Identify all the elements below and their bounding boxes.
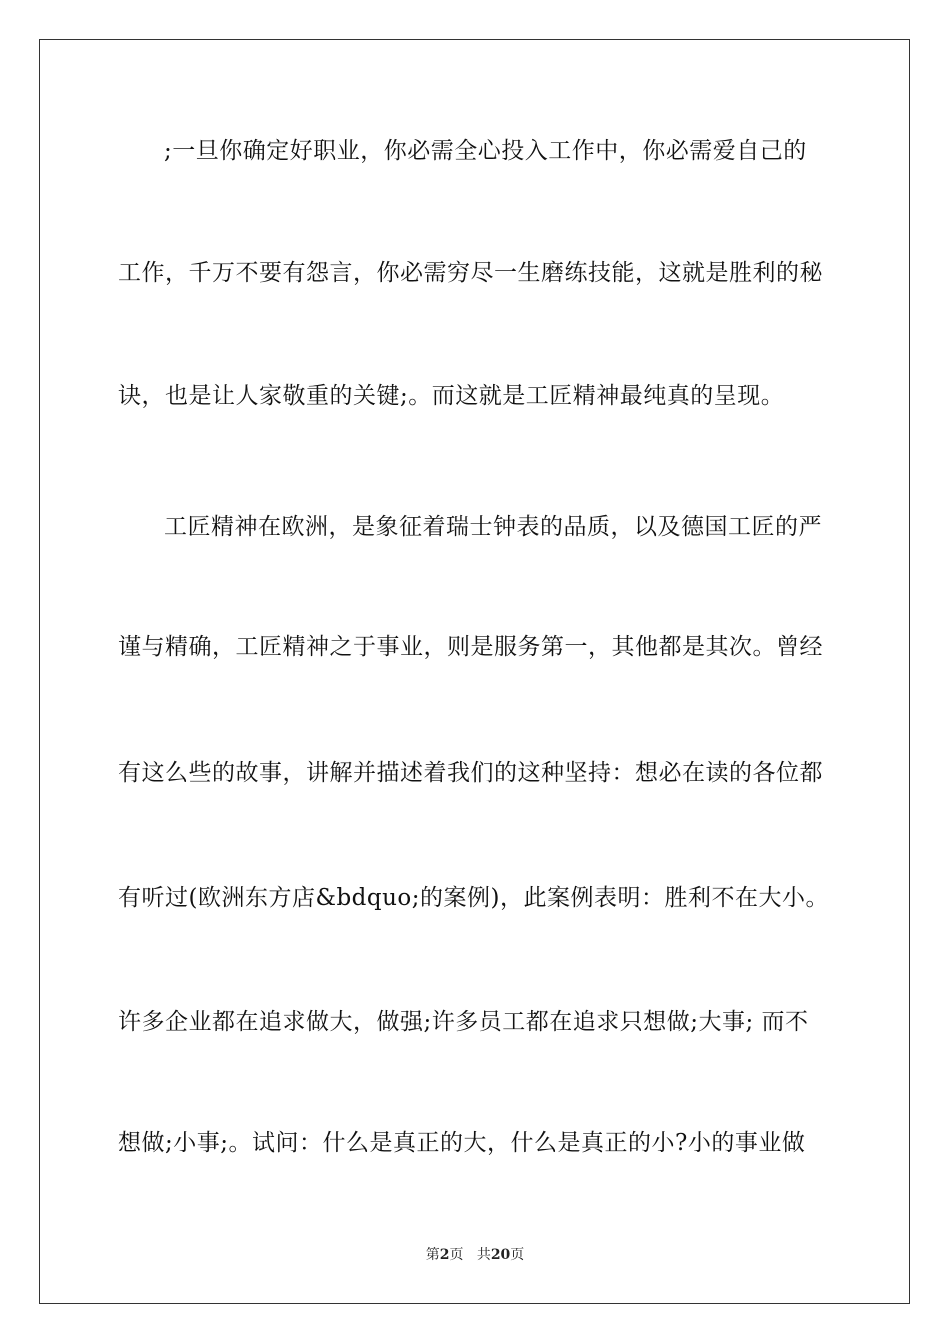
page-footer bbox=[0, 1245, 950, 1265]
page-prefix: 第 bbox=[425, 1247, 440, 1263]
text-line: 工作，千万不要有怨言，你必需穷尽一生磨练技能，这就是胜利的秘 bbox=[118, 260, 823, 286]
total-prefix: 共 bbox=[476, 1247, 491, 1263]
text-line: 许多企业都在追求做大，做强;许多员工都在追求只想做;大事; 而不 bbox=[118, 1009, 809, 1035]
total-suffix: 页 bbox=[510, 1247, 525, 1263]
text-line: 工匠精神在欧洲，是象征着瑞士钟表的品质，以及德国工匠的严 bbox=[164, 514, 822, 540]
text-line: ;一旦你确定好职业，你必需全心投入工作中，你必需爱自己的 bbox=[164, 138, 807, 164]
total-pages: 20 bbox=[490, 1247, 511, 1263]
page-suffix: 页 bbox=[449, 1247, 464, 1263]
text-line: 有这么些的故事，讲解并描述着我们的这种坚持：想必在读的各位都 bbox=[118, 760, 823, 786]
text-line: 有听过(欧洲东方店&bdquo;的案例)，此案例表明：胜利不在大小。 bbox=[118, 885, 829, 911]
text-line: 想做;小事;。试问：什么是真正的大，什么是真正的小?小的事业做 bbox=[118, 1130, 806, 1156]
page-number: 2 bbox=[439, 1247, 450, 1263]
text-line: 谨与精确，工匠精神之于事业，则是服务第一，其他都是其次。曾经 bbox=[118, 634, 823, 660]
text-line: 诀，也是让人家敬重的关键;。而这就是工匠精神最纯真的呈现。 bbox=[118, 383, 785, 409]
page-border bbox=[39, 39, 910, 1304]
